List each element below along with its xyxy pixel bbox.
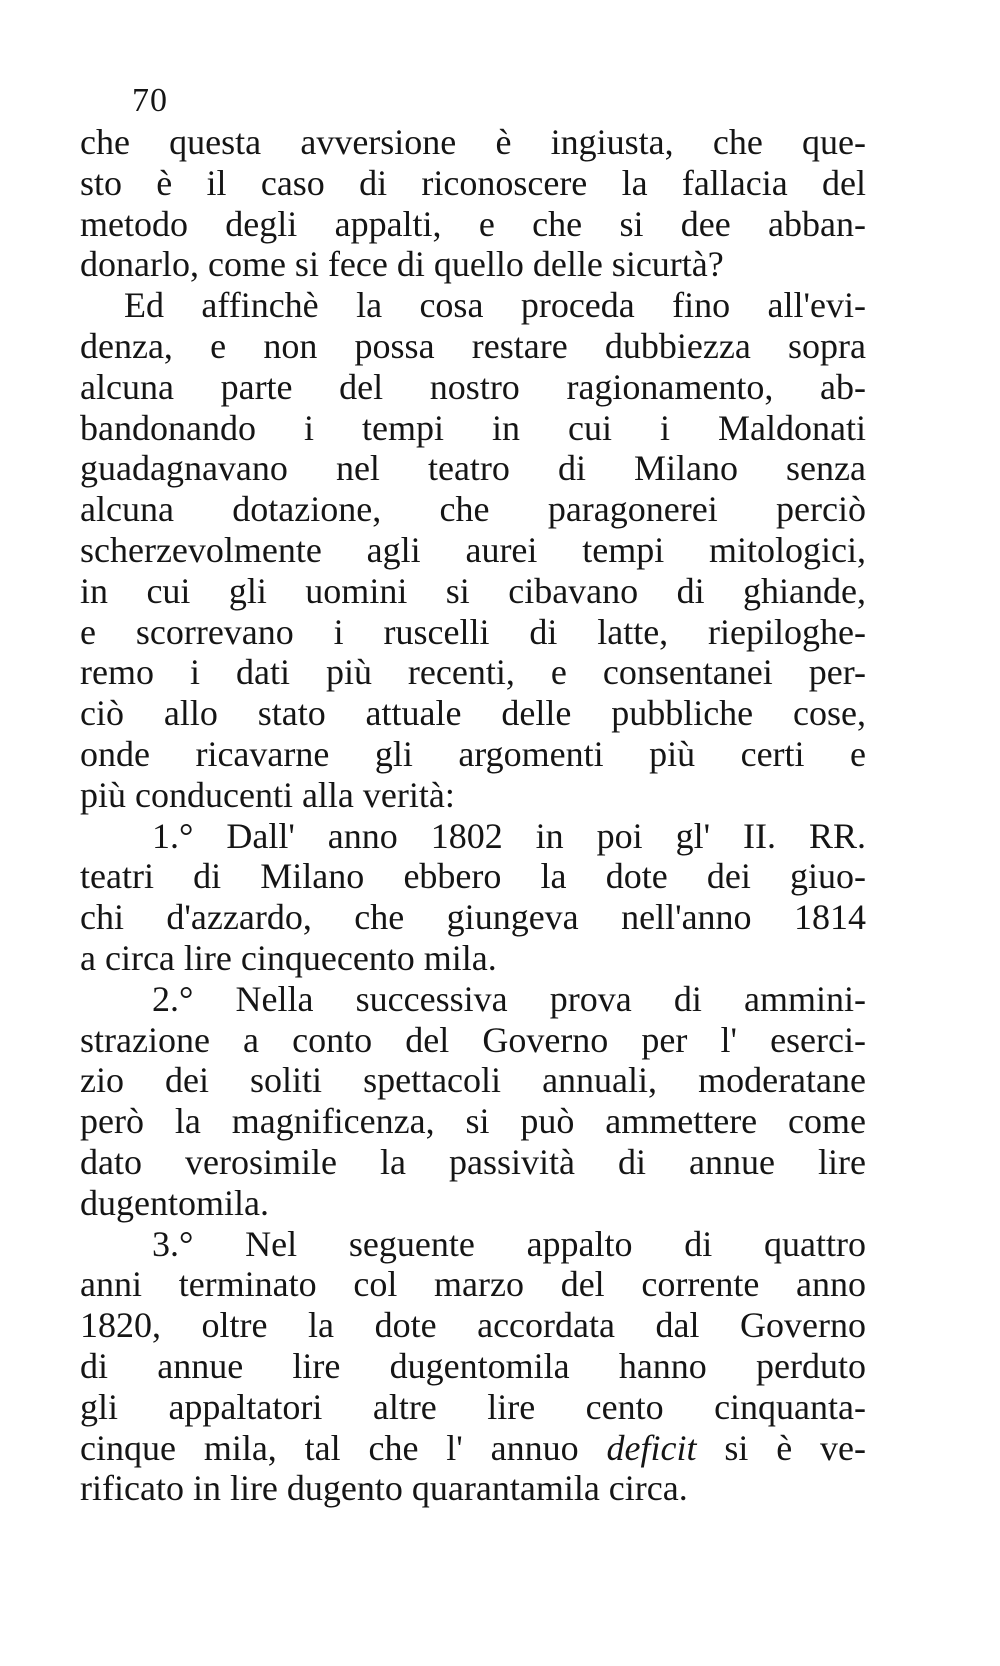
text-line: strazione a conto del Governo per l' eserci- bbox=[80, 1019, 866, 1060]
text-line: anni terminato col marzo del corrente anno bbox=[80, 1264, 866, 1305]
text-line: 1820, oltre la dote accordata dal Governo bbox=[80, 1305, 866, 1346]
text-line: 1.° Dall' anno 1802 in poi gl' II. RR. bbox=[152, 815, 866, 856]
text-line: teatri di Milano ebbero la dote dei giuo- bbox=[80, 856, 866, 897]
text-line: metodo degli appalti, e che si dee abban- bbox=[80, 203, 866, 244]
text-line: scherzevolmente agli aurei tempi mitologici, bbox=[80, 529, 866, 570]
text-line: 2.° Nella successiva prova di ammini- bbox=[152, 978, 866, 1019]
text-line: gli appaltatori altre lire cento cinquanta- bbox=[80, 1386, 866, 1427]
page-number: 70 bbox=[132, 82, 168, 119]
text-line: in cui gli uomini si cibavano di ghiande, bbox=[80, 570, 866, 611]
text-line: denza, e non possa restare dubbiezza sopra bbox=[80, 325, 866, 366]
text-line: chi d'azzardo, che giungeva nell'anno 1814 bbox=[80, 897, 866, 938]
text-line: rificato in lire dugento quarantamila circa. bbox=[80, 1468, 688, 1509]
text-line: dugentomila. bbox=[80, 1182, 269, 1223]
text-line: onde ricavarne gli argomenti più certi e bbox=[80, 733, 866, 774]
text-line: sto è il caso di riconoscere la fallacia del bbox=[80, 162, 866, 203]
text-line: bandonando i tempi in cui i Maldonati bbox=[80, 407, 866, 448]
text-line: Ed affinchè la cosa proceda fino all'evi- bbox=[124, 285, 866, 326]
text-line: e scorrevano i ruscelli di latte, riepiloghe- bbox=[80, 611, 866, 652]
text-line: zio dei soliti spettacoli annuali, moderatane bbox=[80, 1060, 866, 1101]
text-line: dato verosimile la passività di annue lire bbox=[80, 1141, 866, 1182]
text-line: che questa avversione è ingiusta, che que- bbox=[80, 122, 866, 162]
text-fragment: cinque mila, tal che l' annuo bbox=[80, 1427, 579, 1468]
text-fragment: si è ve- bbox=[724, 1427, 866, 1468]
text-line: alcuna dotazione, che paragonerei perciò bbox=[80, 489, 866, 530]
text-line: guadagnavano nel teatro di Milano senza bbox=[80, 448, 866, 489]
body-text bbox=[80, 122, 866, 1509]
text-line: 3.° Nel seguente appalto di quattro bbox=[152, 1223, 866, 1264]
italic-term: deficit bbox=[606, 1427, 697, 1468]
text-line: più conducenti alla verità: bbox=[80, 774, 455, 815]
text-line: a circa lire cinquecento mila. bbox=[80, 937, 497, 978]
text-line bbox=[80, 1428, 866, 1469]
text-line: remo i dati più recenti, e consentanei per- bbox=[80, 652, 866, 693]
text-line: donarlo, come si fece di quello delle sicurtà? bbox=[80, 244, 724, 285]
text-line: però la magnificenza, si può ammettere come bbox=[80, 1101, 866, 1142]
text-line: di annue lire dugentomila hanno perduto bbox=[80, 1345, 866, 1386]
text-line: ciò allo stato attuale delle pubbliche cose, bbox=[80, 693, 866, 734]
text-line: alcuna parte del nostro ragionamento, ab- bbox=[80, 366, 866, 407]
